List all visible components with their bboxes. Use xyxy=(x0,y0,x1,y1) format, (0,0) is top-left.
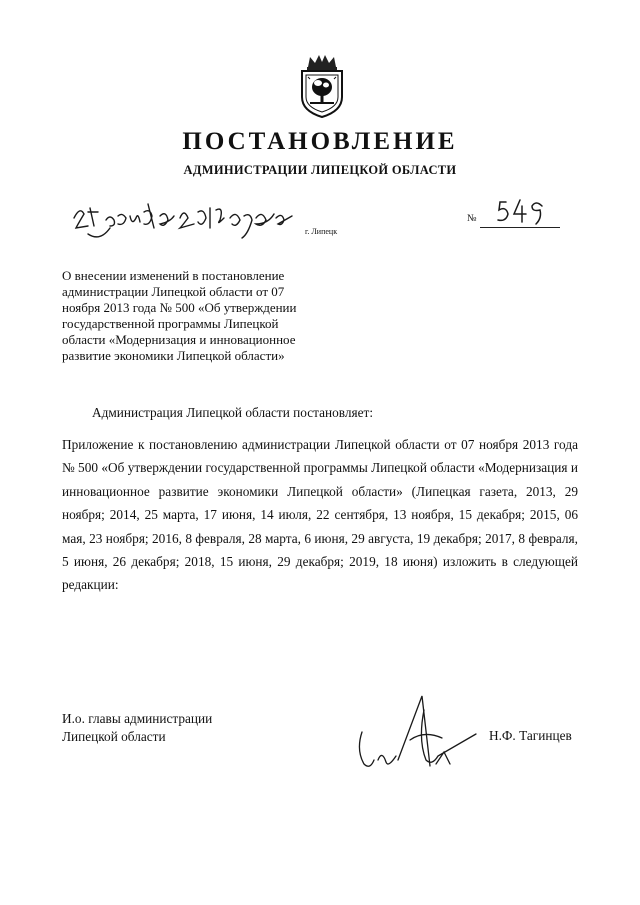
subject-line: области «Модернизация и инновационное xyxy=(62,332,296,347)
handwritten-signature xyxy=(352,690,482,775)
subject-line: администрации Липецкой области от 07 xyxy=(62,284,285,299)
subject-line: ноября 2013 года № 500 «Об утверждении xyxy=(62,300,297,315)
signatory-role-line: Липецкой области xyxy=(62,729,166,744)
signatory-name: Н.Ф. Тагинцев xyxy=(489,728,572,743)
document-subject xyxy=(62,268,362,364)
document-subtitle: АДМИНИСТРАЦИИ ЛИПЕЦКОЙ ОБЛАСТИ xyxy=(183,163,457,177)
resolution-intro: Администрация Липецкой области постановляет: xyxy=(92,405,374,420)
number-label: № xyxy=(467,213,477,224)
document-title: ПОСТАНОВЛЕНИЕ xyxy=(182,128,458,155)
resolution-paragraph: Приложение к постановлению администрации Липецкой области от 07 ноября 2013 года № 500 «Об утверждении государственной программы Липецкой области «Модернизация и инновационное развитие экономики Липецкой области» (Липецкая газета, 2013, 29 ноября; 2014, 25 марта, 17 июня, 14 июля, 22 сентября, 13 ноября, 15 декабря; 2015, 06 мая, 23 ноября; 2016, 8 февраля, 28 марта, 6 июня, 29 августа, 19 декабря; 2017, 8 февраля, 5 июня, 26 декабря; 2018, 15 июня, 29 декабря; 2019, 18 июня) изложить в следующей редакции: xyxy=(62,437,578,593)
subject-line: развитие экономики Липецкой области» xyxy=(62,348,285,363)
signatory-role xyxy=(62,710,212,746)
handwritten-date xyxy=(70,198,300,242)
subject-line: О внесении изменений в постановление xyxy=(62,268,285,283)
coat-of-arms-icon xyxy=(296,53,348,119)
number-underline xyxy=(480,227,560,228)
document-place: г. Липецк xyxy=(305,227,338,236)
signatory-role-line: И.о. главы администрации xyxy=(62,711,213,726)
handwritten-number xyxy=(492,196,552,226)
subject-line: государственной программы Липецкой xyxy=(62,316,279,331)
